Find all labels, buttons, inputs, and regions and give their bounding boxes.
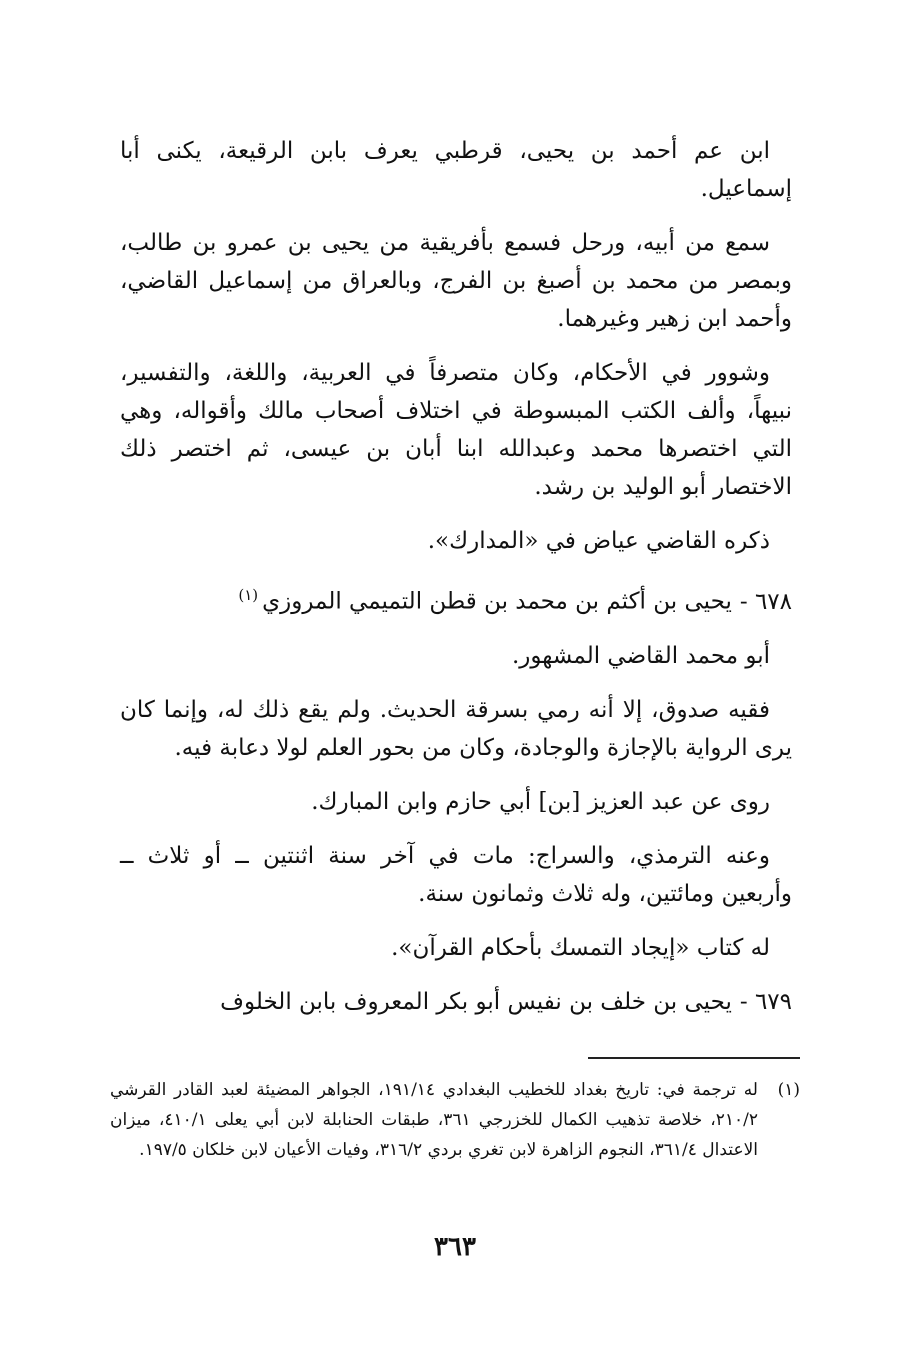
paragraph-teachers: سمع من أبيه، ورحل فسمع بأفريقية من يحيى بن عمرو بن طالب، وبمصر من محمد بن أصبغ بن الفرج، وبالعراق من إسماعيل القاضي، وأحمد ابن زهير وغيرهما. [120,230,792,332]
entry-number-678: ٦٧٨ - [739,588,792,615]
paragraph-death: وعنه الترمذي، والسراج: مات في آخر سنة اثنتين ــ أو ثلاث ــ وأربعين ومائتين، وله ثلاث وثمانون سنة. [120,842,792,907]
paragraph-works: وشوور في الأحكام، وكان متصرفاً في العربية، واللغة، والتفسير، نبيهاً، وألف الكتب المبسوطة في اختلاف أصحاب مالك وأقواله، وهي التي اختصرها محمد وعبدالله ابنا أبان بن عيسى، ثم اختصر ذلك الاختصار أبو الوليد بن رشد. [120,360,792,500]
page-number: ٣٦٣ [434,1232,476,1262]
footnote-divider [588,1057,800,1059]
paragraph-kunya: أبو محمد القاضي المشهور. [512,642,770,669]
entry-heading-678 [120,576,792,621]
paragraph-narration: روى عن عبد العزيز [بن] أبي حازم وابن المبارك. [311,788,770,815]
footnote-marker[interactable]: (١) [238,586,259,604]
entry-heading-679 [120,983,792,1021]
footnotes [110,1075,800,1165]
footnote-number: (١) [777,1080,800,1100]
paragraph-intro: ابن عم أحمد بن يحيى، قرطبي يعرف بابن الرقيعة، يكنى أبا إسماعيل. [120,138,792,202]
entry-number-679: ٦٧٩ - [739,988,792,1015]
paragraph-description: فقيه صدوق، إلا أنه رمي بسرقة الحديث. ولم يقع ذلك له، وإنما كان يرى الرواية بالإجازة والوجادة، وكان من بحور العلم لولا دعابة فيه. [120,696,792,761]
footnote-1 [110,1075,800,1165]
main-text [120,132,792,1037]
paragraph-source: ذكره القاضي عياض في «المدارك». [427,528,770,554]
entry-name-678: يحيى بن أكثم بن محمد بن قطن التميمي المروزي [262,588,732,615]
paragraph-book: له كتاب «إيجاد التمسك بأحكام القرآن». [391,934,770,961]
entry-name-679: يحيى بن خلف بن نفيس أبو بكر المعروف بابن الخلوف [220,988,732,1015]
footnote-text: له ترجمة في: تاريخ بغداد للخطيب البغدادي ١٩١/١٤، الجواهر المضيئة لعبد القادر القرشي ٢١٠/٢، خلاصة تذهيب الكمال للخزرجي ٣٦١، طبقات الحنابلة لابن أبي يعلى ٤١٠/١، ميزان الاعتدال ٣٦١/٤، النجوم الزاهرة لابن تغري بردي ٣١٦/٢، وفيات الأعيان لابن خلكان ١٩٧/٥. [110,1080,759,1160]
